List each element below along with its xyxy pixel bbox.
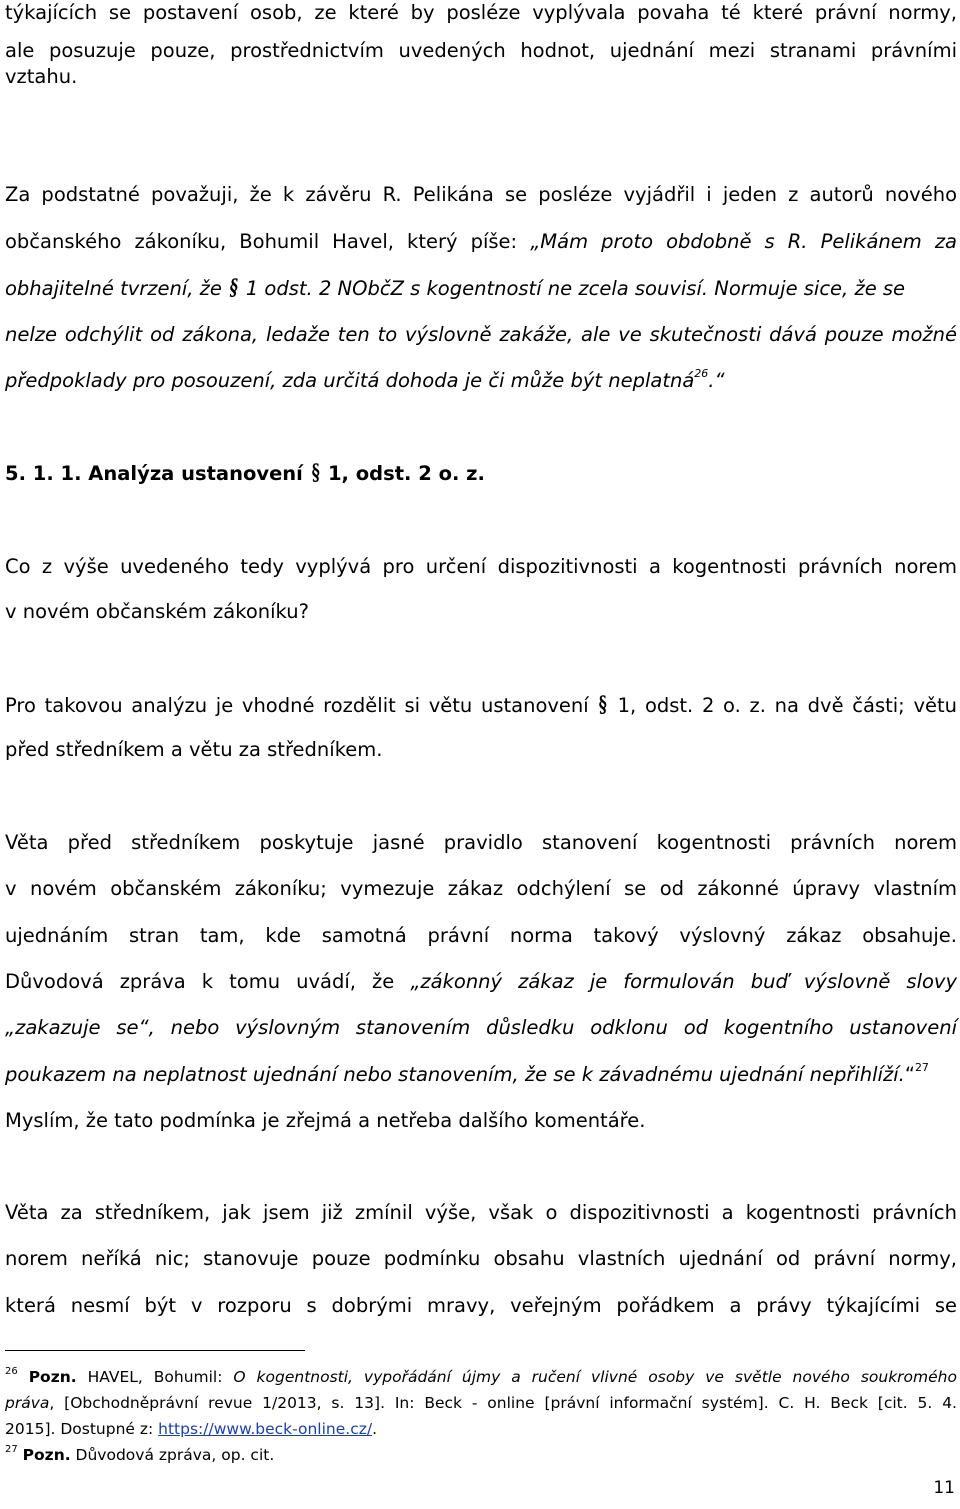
text-line <box>5 1013 957 1043</box>
text-line: nelze odchýlit od zákona, ledaže ten to výslovně zakáže, ale ve skutečnosti dává pouze možné <box>5 323 957 346</box>
text-span: Pro takovou analýzu je vhodné rozdělit si větu ustanovení <box>5 694 598 717</box>
footnote-27 <box>5 1442 957 1471</box>
text-line: která nesmí být v rozporu s dobrými mravy, veřejným pořádkem a právy týkajícími se <box>5 1294 957 1317</box>
page-number: 11 <box>933 1478 955 1498</box>
footnote-title: práva <box>5 1394 50 1412</box>
footnote-text: HAVEL, Bohumil: <box>76 1368 234 1386</box>
footnote-title: O kogentnosti, vypořádání újmy a ručení vlivné osoby ve světle nového soukromého <box>233 1368 957 1386</box>
text-span: občanského zákoníku, Bohumil Havel, který píše: <box>5 230 531 253</box>
text-line: týkajících se postavení osob, ze které by posléze vyplývala povaha té které právní normy, <box>5 1 957 24</box>
text-line: Věta za středníkem, jak jsem již zmínil výše, však o dispozitivnosti a kogentnosti právních <box>5 1201 957 1224</box>
heading-prefix: 5. 1. 1. Analýza ustanovení <box>5 462 310 485</box>
text-line: Za podstatné považuji, že k závěru R. Pelikána se posléze vyjádřil i jeden z autorů nového <box>5 183 957 206</box>
quote-text: „zákonný zákaz je formulován buď výslovně slovy <box>410 970 957 993</box>
quote-text: poukazem na neplatnost ujednání nebo stanovením, že se k závadnému ujednání nepřihlíží. <box>5 1063 905 1086</box>
section-heading <box>5 458 957 489</box>
quote-text: „Mám proto obdobně s R. Pelikánem za <box>530 230 958 253</box>
section-sign: § <box>229 275 238 301</box>
footnote-text: 2015]. Dostupné z: <box>5 1420 159 1438</box>
footnote-text: . <box>372 1420 378 1438</box>
footnote-26 <box>5 1364 957 1393</box>
footnote-number: 27 <box>5 1444 18 1455</box>
quote-text: 1 odst. 2 NObčZ s kogentností ne zcela souvisí. Normuje sice, že se <box>239 277 906 300</box>
text-line: ujednáním stran tam, kde samotná právní norma takový výslovný zákaz obsahuje. <box>5 924 957 947</box>
section-sign: § <box>599 692 608 718</box>
quote-close: “ <box>904 1063 915 1086</box>
text-line: Věta před středníkem poskytuje jasné pravidlo stanovení kogentnosti právních norem <box>5 831 957 854</box>
text-line <box>5 1060 957 1093</box>
section-sign: § <box>311 460 320 486</box>
text-line: Co z výše uvedeného tedy vyplývá pro určení dispozitivnosti a kogentnosti právních norem <box>5 555 957 578</box>
footnote-text: , [Obchodněprávní revue 1/2013, s. 13]. In: Beck - online [právní informační systém]. C. H. Beck [cit. 5. 4. <box>49 1394 957 1412</box>
text-line <box>5 366 957 399</box>
text-line <box>5 967 957 997</box>
footnote-26-line3 <box>5 1416 957 1442</box>
text-line: v novém občanském zákoníku; vymezuje zákaz odchýlení se od zákonné úpravy vlastním <box>5 877 957 900</box>
footnote-label: Pozn. <box>22 1446 71 1464</box>
footnote-text: Důvodová zpráva, op. cit. <box>70 1446 275 1464</box>
text-line: ale posuzuje pouze, prostřednictvím uvedených hodnot, ujednání mezi stranami právními <box>5 39 957 62</box>
text-line: Myslím, že tato podmínka je zřejmá a netřeba dalšího komentáře. <box>5 1109 646 1132</box>
text-line <box>5 690 957 721</box>
beck-online-link[interactable]: https://www.beck-online.cz/ <box>158 1420 373 1438</box>
text-line: v novém občanském zákoníku? <box>5 600 309 623</box>
quote-text: obhajitelné tvrzení, že <box>5 277 229 300</box>
quote-text: předpoklady pro posouzení, zda určitá dohoda je či může být neplatná <box>5 369 695 392</box>
text-line: před středníkem a větu za středníkem. <box>5 738 383 761</box>
footnote-separator <box>5 1350 305 1351</box>
text-line: vztahu. <box>5 65 78 88</box>
text-line <box>5 227 957 257</box>
quote-close: .“ <box>708 369 725 392</box>
footnote-reference: 26 <box>694 367 709 380</box>
footnote-label: Pozn. <box>28 1368 77 1386</box>
text-line <box>5 273 957 304</box>
footnote-reference: 27 <box>914 1061 929 1074</box>
text-span: 1, odst. 2 o. z. na dvě části; větu <box>608 694 957 717</box>
footnote-26-line2 <box>5 1390 957 1416</box>
quote-text: „zakazuje se“ <box>5 1016 149 1039</box>
footnote-number: 26 <box>5 1366 18 1377</box>
heading-suffix: 1, odst. 2 o. z. <box>321 462 485 485</box>
text-span: Důvodová zpráva k tomu uvádí, že <box>5 970 411 993</box>
text-line: norem neříká nic; stanovuje pouze podmínku obsahu vlastních ujednání od právní normy, <box>5 1247 957 1270</box>
quote-text: , nebo výslovným stanovením důsledku odklonu od kogentního ustanovení <box>148 1016 957 1039</box>
